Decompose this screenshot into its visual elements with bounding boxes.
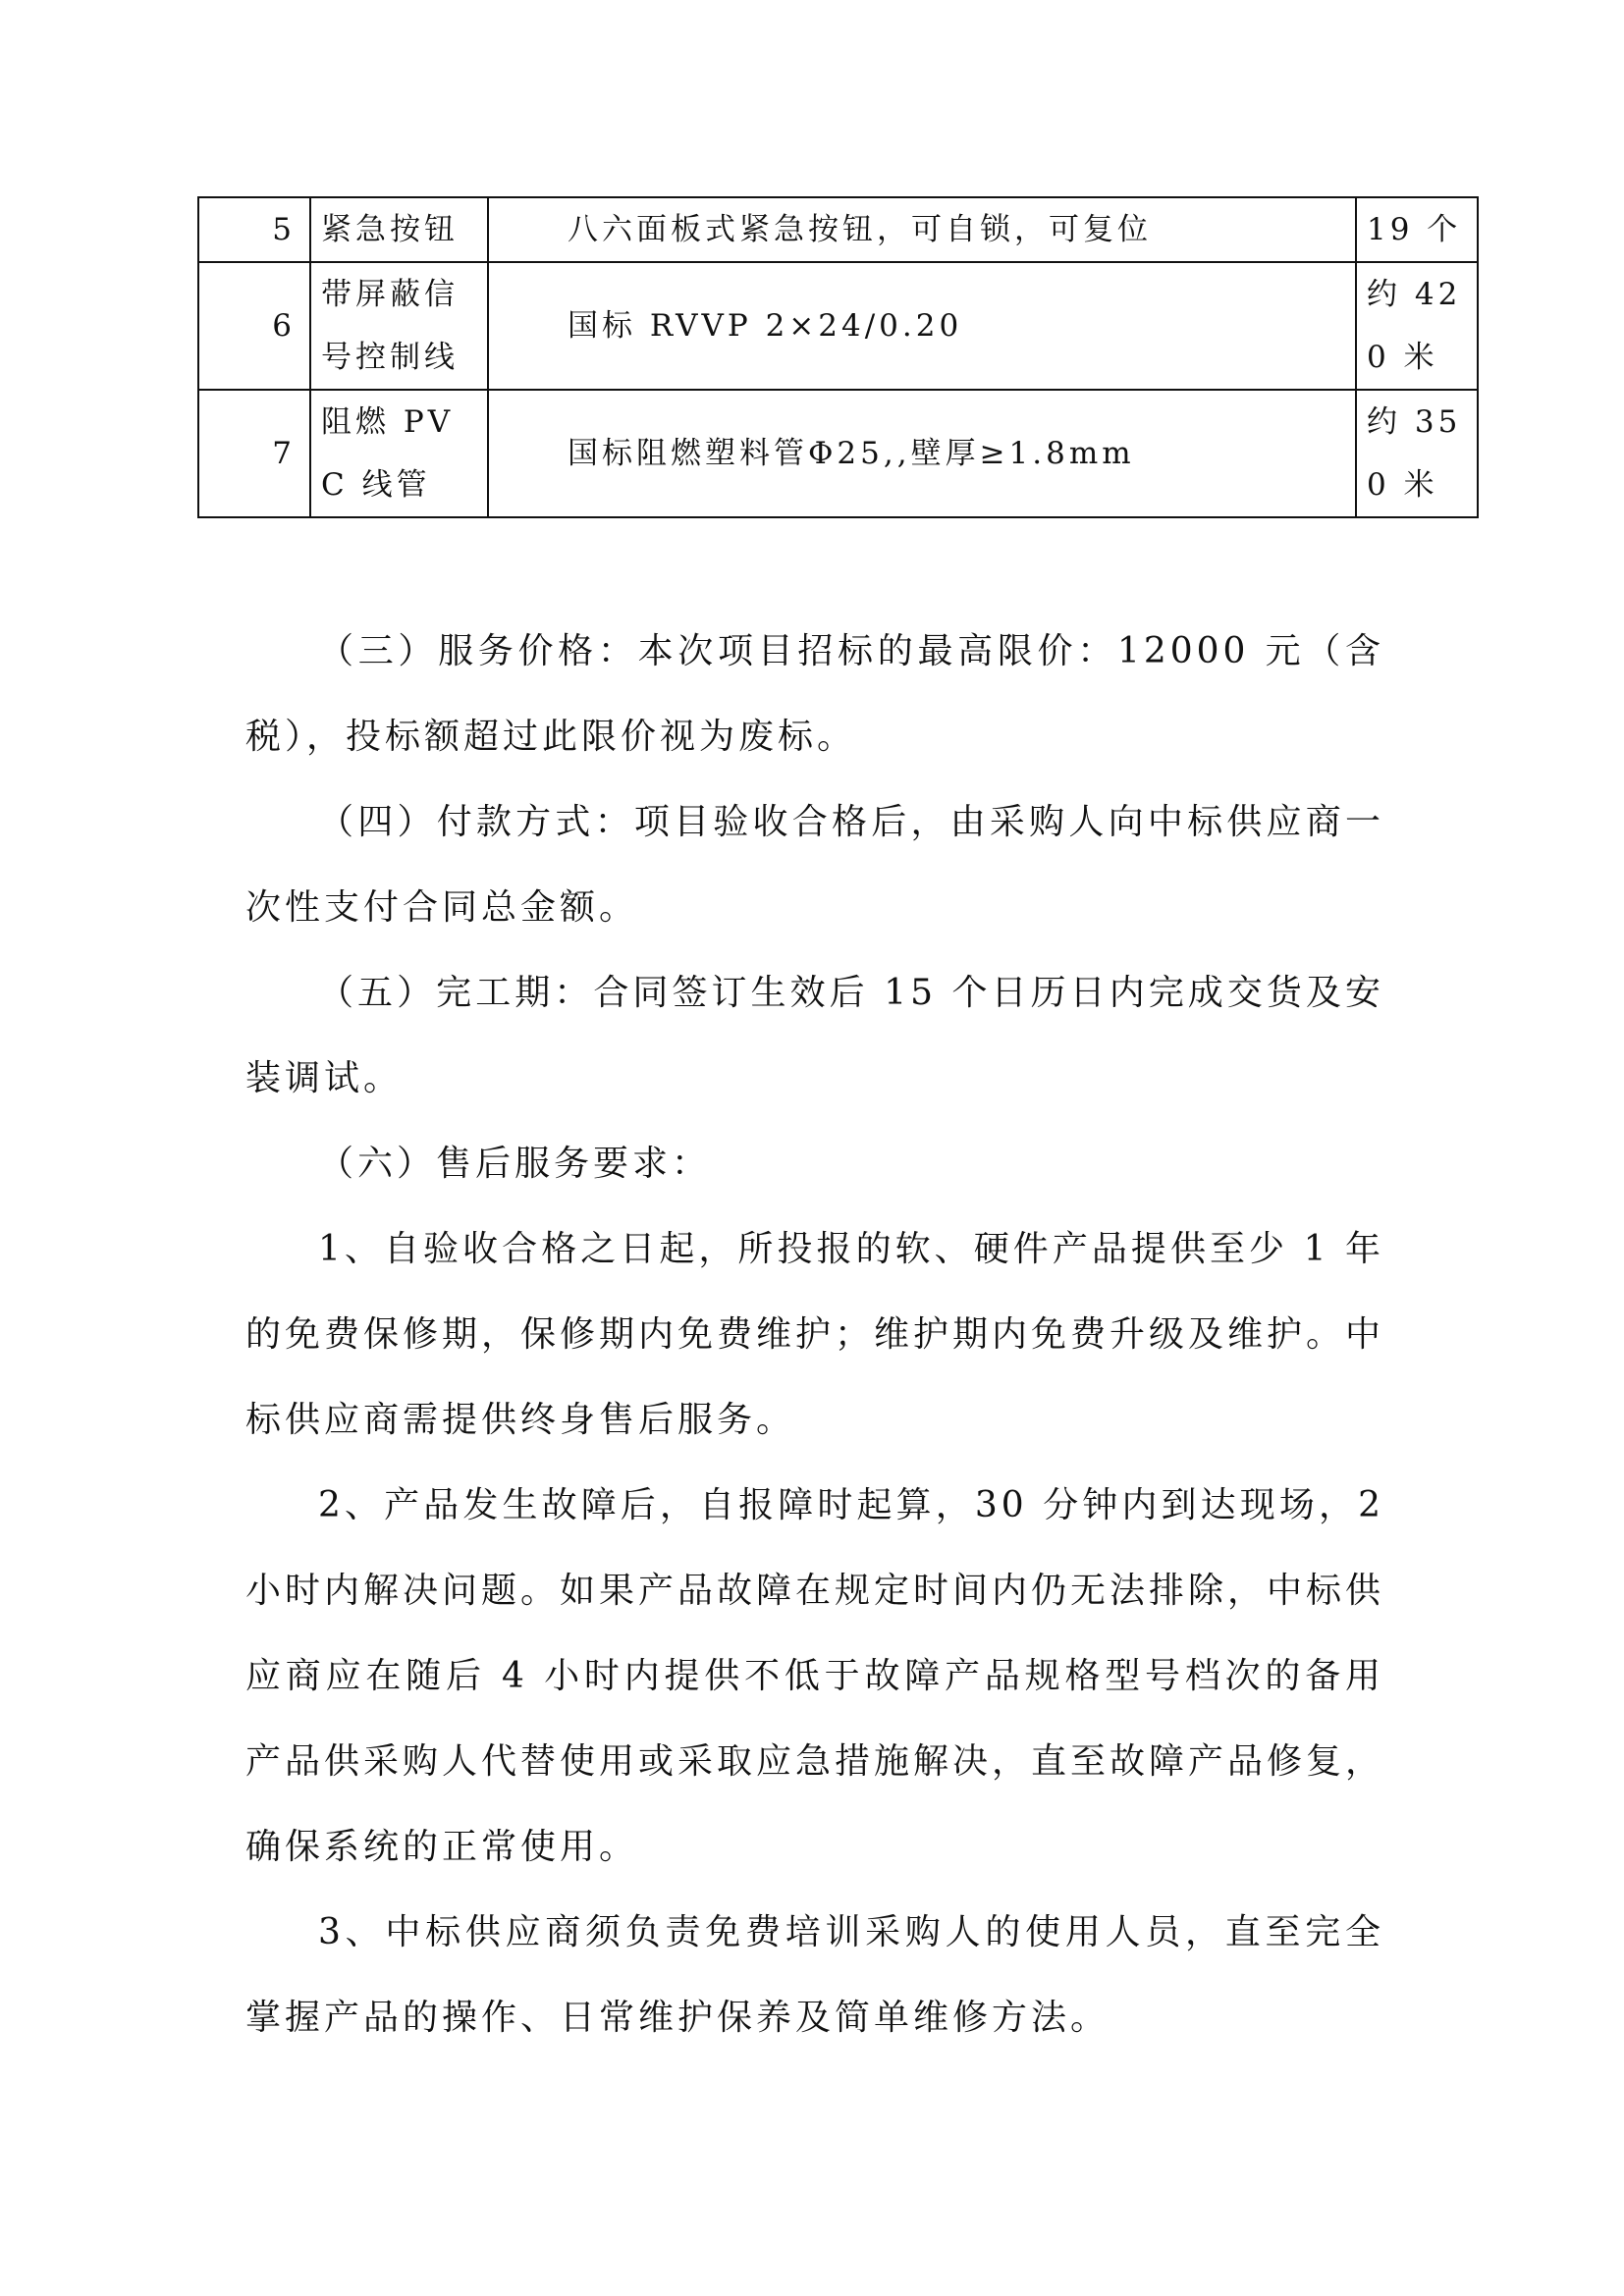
payment-method-paragraph: （四）付款方式：项目验收合格后，由采购人向中标供应商一次性支付合同总金额。 (245, 802, 1384, 928)
item-name: 紧急按钮 (310, 197, 488, 262)
item-name: 阻燃 PVC 线管 (310, 390, 488, 517)
item-name: 带屏蔽信号控制线 (310, 262, 488, 390)
after-sales-item-2: 2、产品发生故障后，自报障时起算，30 分钟内到达现场，2 小时内解决问题。如果产品故障在规定时间内仍无法排除，中标供应商应在随后 4 小时内提供不低于故障产品规格型号档次的备用产品供采购人代替使用或采取应急措施解决，直至故障产品修复，确保系统的正常使用。 (245, 1485, 1385, 1867)
table-row (198, 262, 1478, 390)
item-quantity: 19 个 (1356, 197, 1478, 262)
document-body (245, 609, 1384, 2060)
item-spec: 国标 RVVP 2×24/0.20 (488, 262, 1356, 390)
after-sales-item-1: 1、自验收合格之日起，所投报的软、硬件产品提供至少 1 年的免费保修期，保修期内免费维护；维护期内免费升级及维护。中标供应商需提供终身售后服务。 (245, 1229, 1385, 1440)
after-sales-item-3: 3、中标供应商须负责免费培训采购人的使用人员，直至完全掌握产品的操作、日常维护保养及简单维修方法。 (245, 1912, 1384, 2038)
table-row (198, 197, 1478, 262)
item-quantity: 约 350 米 (1356, 390, 1478, 517)
table-row (198, 390, 1478, 517)
after-sales-heading: （六）售后服务要求： (318, 1144, 712, 1184)
equipment-table (197, 196, 1479, 518)
completion-period-paragraph: （五）完工期：合同签订生效后 15 个日历日内完成交货及安装调试。 (245, 973, 1384, 1098)
service-price-paragraph: （三）服务价格：本次项目招标的最高限价：12000 元（含税），投标额超过此限价视为废标。 (245, 631, 1384, 757)
item-spec: 八六面板式紧急按钮，可自锁，可复位 (488, 197, 1356, 262)
item-spec: 国标阻燃塑料管Φ25,,壁厚≥1.8mm (488, 390, 1356, 517)
row-number: 6 (198, 262, 310, 390)
row-number: 5 (198, 197, 310, 262)
item-quantity: 约 420 米 (1356, 262, 1478, 390)
row-number: 7 (198, 390, 310, 517)
